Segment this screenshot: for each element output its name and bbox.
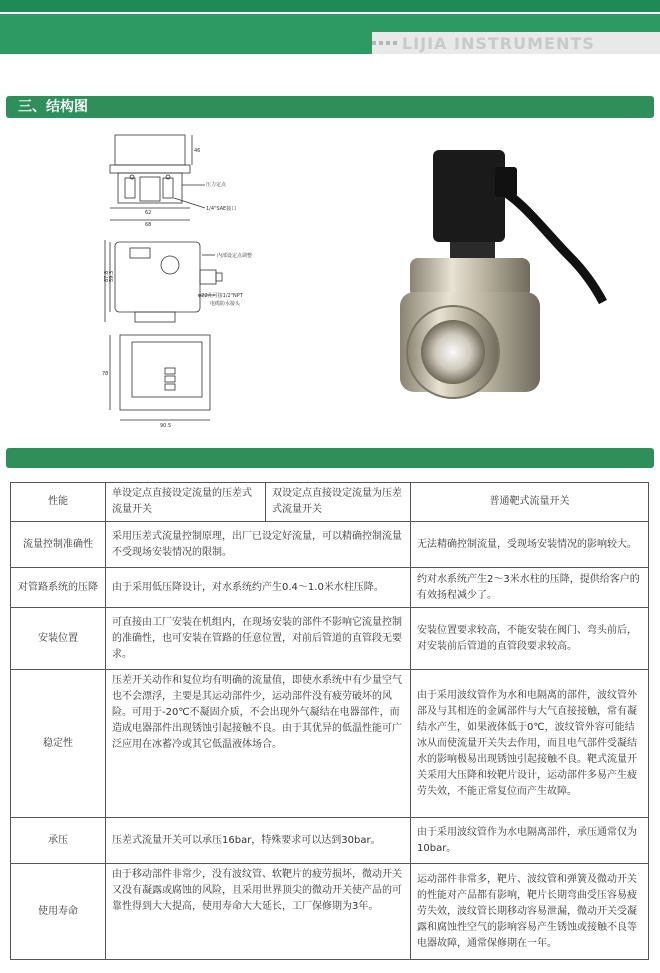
row-other: 运动部件非常多，靶片、波纹管和弹簧及微动开关的性能对产品都有影响，靶片长期弯曲受压容易疲劳失效，波纹管长期移动容易泄漏，微动开关受凝露和腐蚀性空气的影响容易产生锈蚀或接触不良等电器故障，通常保修期在一年。 bbox=[411, 864, 649, 960]
dim-593: 59.3 bbox=[109, 270, 115, 282]
row-other: 由于采用波纹管作为水和电隔离的部件，波纹管外部及与其相连的金属部件与大气直接接触，常有凝结水产生，如果液体低于0℃，波纹管外容可能结冰从而使流量开关失去作用，而且电气部件受凝结水的影响极易出现锈蚀引起接触不良。靶式流量开关采用大压降和较靶片设计，运动部件多易产生疲劳失效，不能正常复位而产生故障。 bbox=[411, 670, 649, 818]
header-mid-bar bbox=[0, 14, 660, 32]
header-dotted-divider bbox=[372, 41, 400, 45]
header-cell-feature: 性能 bbox=[11, 483, 106, 522]
table-row bbox=[11, 818, 649, 864]
dim-90: 90.5 bbox=[160, 423, 172, 429]
row-ours: 采用压差式流量控制原理，出厂已设定好流量，可以精确控制流量不受现场安装情况的限制。 bbox=[106, 522, 411, 568]
comparison-table bbox=[10, 482, 649, 960]
row-feature: 安装位置 bbox=[11, 608, 106, 670]
side-view bbox=[105, 240, 222, 322]
table-row bbox=[11, 568, 649, 608]
row-ours: 压差式流量开关可以承压16bar，特殊要求可以达到30bar。 bbox=[106, 818, 411, 864]
table-header-row bbox=[11, 483, 649, 522]
row-ours: 压差开关动作和复位均有明确的流量值，即使水系统中有少量空气也不会漂浮，主要是其运动部件少，运动部件没有疲劳破坏的风险。可用于-20℃不凝固介质，不会出现外气凝结在电器部件，而造成电器部件出现锈蚀引起接触不良。由于其优异的低温性能可广泛应用在冰蓄冷或其它低温液体场合。 bbox=[106, 670, 411, 818]
row-feature: 流量控制准确性 bbox=[11, 522, 106, 568]
section-title-bar bbox=[6, 96, 654, 118]
section-title: 三、结构图 bbox=[18, 99, 88, 115]
row-feature: 稳定性 bbox=[11, 670, 106, 818]
row-other: 安装位置要求较高，不能安装在阀门、弯头前后，对安装前后管道的直管段要求较高。 bbox=[411, 608, 649, 670]
brand-name: LIJIA INSTRUMENTS bbox=[402, 34, 595, 53]
top-view bbox=[110, 135, 205, 220]
structure-drawing bbox=[90, 130, 290, 430]
dim-46: 46 bbox=[194, 148, 201, 154]
dim-87: 87.8 bbox=[104, 270, 110, 282]
header-green-block bbox=[0, 32, 372, 54]
header-cell-single-setpoint: 单设定点直接设定流量的压差式流量开关 bbox=[106, 483, 266, 522]
bottom-view bbox=[110, 335, 210, 420]
table-row bbox=[11, 608, 649, 670]
table-row bbox=[11, 670, 649, 818]
product-photo bbox=[345, 132, 625, 432]
table-section-bar bbox=[6, 448, 654, 468]
row-ours: 由于采用低压降设计，对水系统约产生0.4～1.0米水柱压降。 bbox=[106, 568, 411, 608]
row-other: 约对水系统产生2～3米水柱的压降，提供给客户的有效扬程减少了。 bbox=[411, 568, 649, 608]
note-pressure-point: 压力定点 bbox=[206, 182, 227, 188]
table-row bbox=[11, 522, 649, 568]
note-internal-adjust: 内部设定点调整 bbox=[217, 253, 253, 259]
valve-port bbox=[421, 320, 485, 384]
row-ours: 由于移动部件非常少，没有波纹管、软靶片的疲劳损坏，微动开关又没有凝露或腐蚀的风险，且采用世界顶尖的微动开关使产品的可靠性得到大大提高，使用寿命大大延长，工厂保修期为3年。 bbox=[106, 864, 411, 960]
row-other: 由于采用波纹管作为水电隔离部件，承压通常仅为10bar。 bbox=[411, 818, 649, 864]
header-top-bar bbox=[0, 0, 660, 12]
row-feature: 对管路系统的压降 bbox=[11, 568, 106, 608]
row-feature: 承压 bbox=[11, 818, 106, 864]
note-npt-hole: φ22孔可接1/2"NPT bbox=[198, 293, 243, 299]
dim-62: 62 bbox=[145, 210, 152, 216]
note-cable-gland: 电缆防水接头 bbox=[210, 301, 241, 307]
dim-68: 68 bbox=[145, 222, 152, 228]
note-sae-port: 1/4"SAE接口 bbox=[206, 206, 237, 212]
dim-78: 78 bbox=[102, 371, 109, 377]
solenoid-housing bbox=[433, 150, 505, 242]
header-cell-target-switch: 普通靶式流量开关 bbox=[411, 483, 649, 522]
header-cell-dual-setpoint: 双设定点直接设定流量为压差式流量开关 bbox=[266, 483, 411, 522]
cable-gland bbox=[495, 167, 517, 197]
row-ours: 可直接由工厂安装在机组内，在现场安装的部件不影响它流量控制的准确性，也可安装在管路的任意位置，对前后管道的直管段无要求。 bbox=[106, 608, 411, 670]
row-feature: 使用寿命 bbox=[11, 864, 106, 960]
row-other: 无法精确控制流量，受现场安装情况的影响较大。 bbox=[411, 522, 649, 568]
table-row bbox=[11, 864, 649, 960]
connector bbox=[450, 242, 495, 258]
